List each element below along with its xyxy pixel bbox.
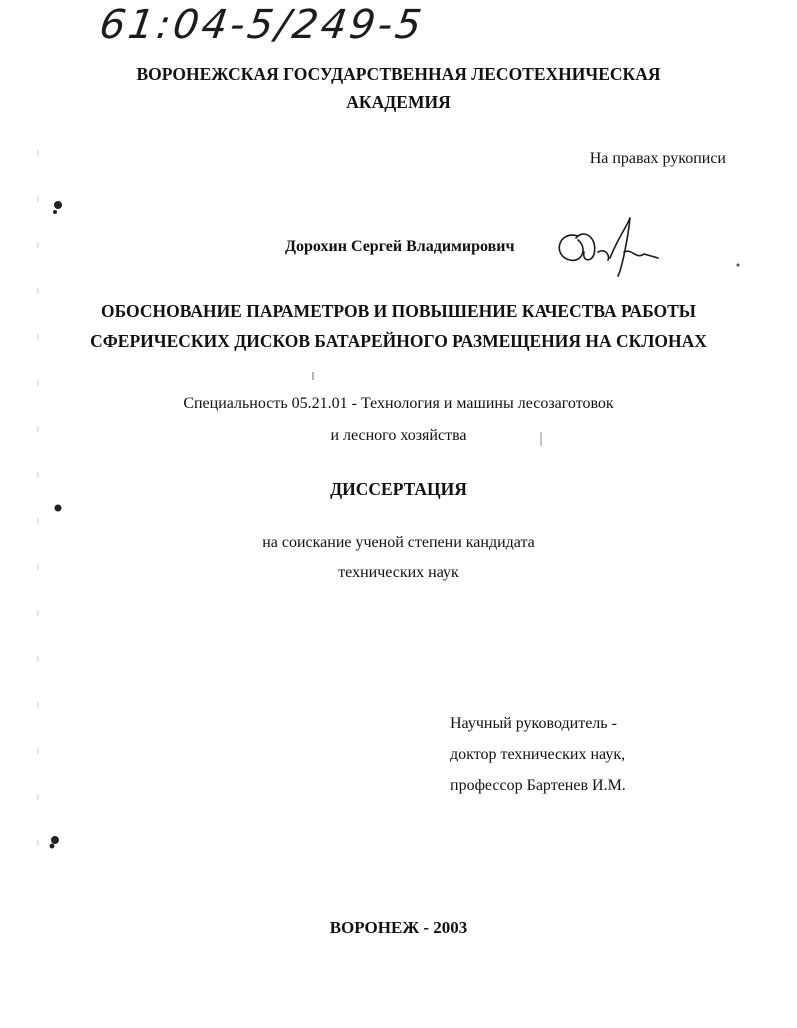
document-type: ДИССЕРТАЦИЯ — [330, 479, 467, 499]
title-line-1: ОБОСНОВАНИЕ ПАРАМЕТРОВ И ПОВЫШЕНИЕ КАЧЕСТВА РАБОТЫ — [101, 301, 696, 321]
dissertation-title — [0, 296, 797, 356]
degree-line-1: на соискание ученой степени кандидата — [262, 534, 535, 551]
specialty-line-1: Специальность 05.21.01 - Технология и машины лесозаготовок — [183, 395, 614, 412]
city-and-year: ВОРОНЕЖ - 2003 — [329, 918, 468, 937]
author-name: Дорохин Сергей Владимирович — [285, 238, 515, 255]
advisor-line-2: доктор технических наук, — [450, 746, 626, 763]
scientific-advisor — [450, 708, 626, 801]
advisor-line-1: Научный руководитель - — [450, 715, 617, 732]
author-signature — [548, 208, 663, 278]
advisor-line-3: профессор Бартенев И.М. — [450, 777, 626, 794]
manuscript-rights-note: На правах рукописи — [589, 150, 726, 167]
institution-name — [0, 60, 797, 116]
specialty — [0, 388, 797, 452]
title-line-2: СФЕРИЧЕСКИХ ДИСКОВ БАТАРЕЙНОГО РАЗМЕЩЕНИЯ НА СКЛОНАХ — [90, 331, 707, 351]
institution-line-1: ВОРОНЕЖСКАЯ ГОСУДАРСТВЕННАЯ ЛЕСОТЕХНИЧЕСКАЯ — [136, 64, 661, 84]
degree-line-2: технических наук — [338, 564, 459, 581]
degree-statement — [0, 528, 797, 588]
handwritten-catalog-code: 61:04-5/249-5 — [96, 2, 428, 48]
institution-line-2: АКАДЕМИЯ — [346, 92, 451, 112]
specialty-line-2: и лесного хозяйства — [330, 427, 467, 444]
